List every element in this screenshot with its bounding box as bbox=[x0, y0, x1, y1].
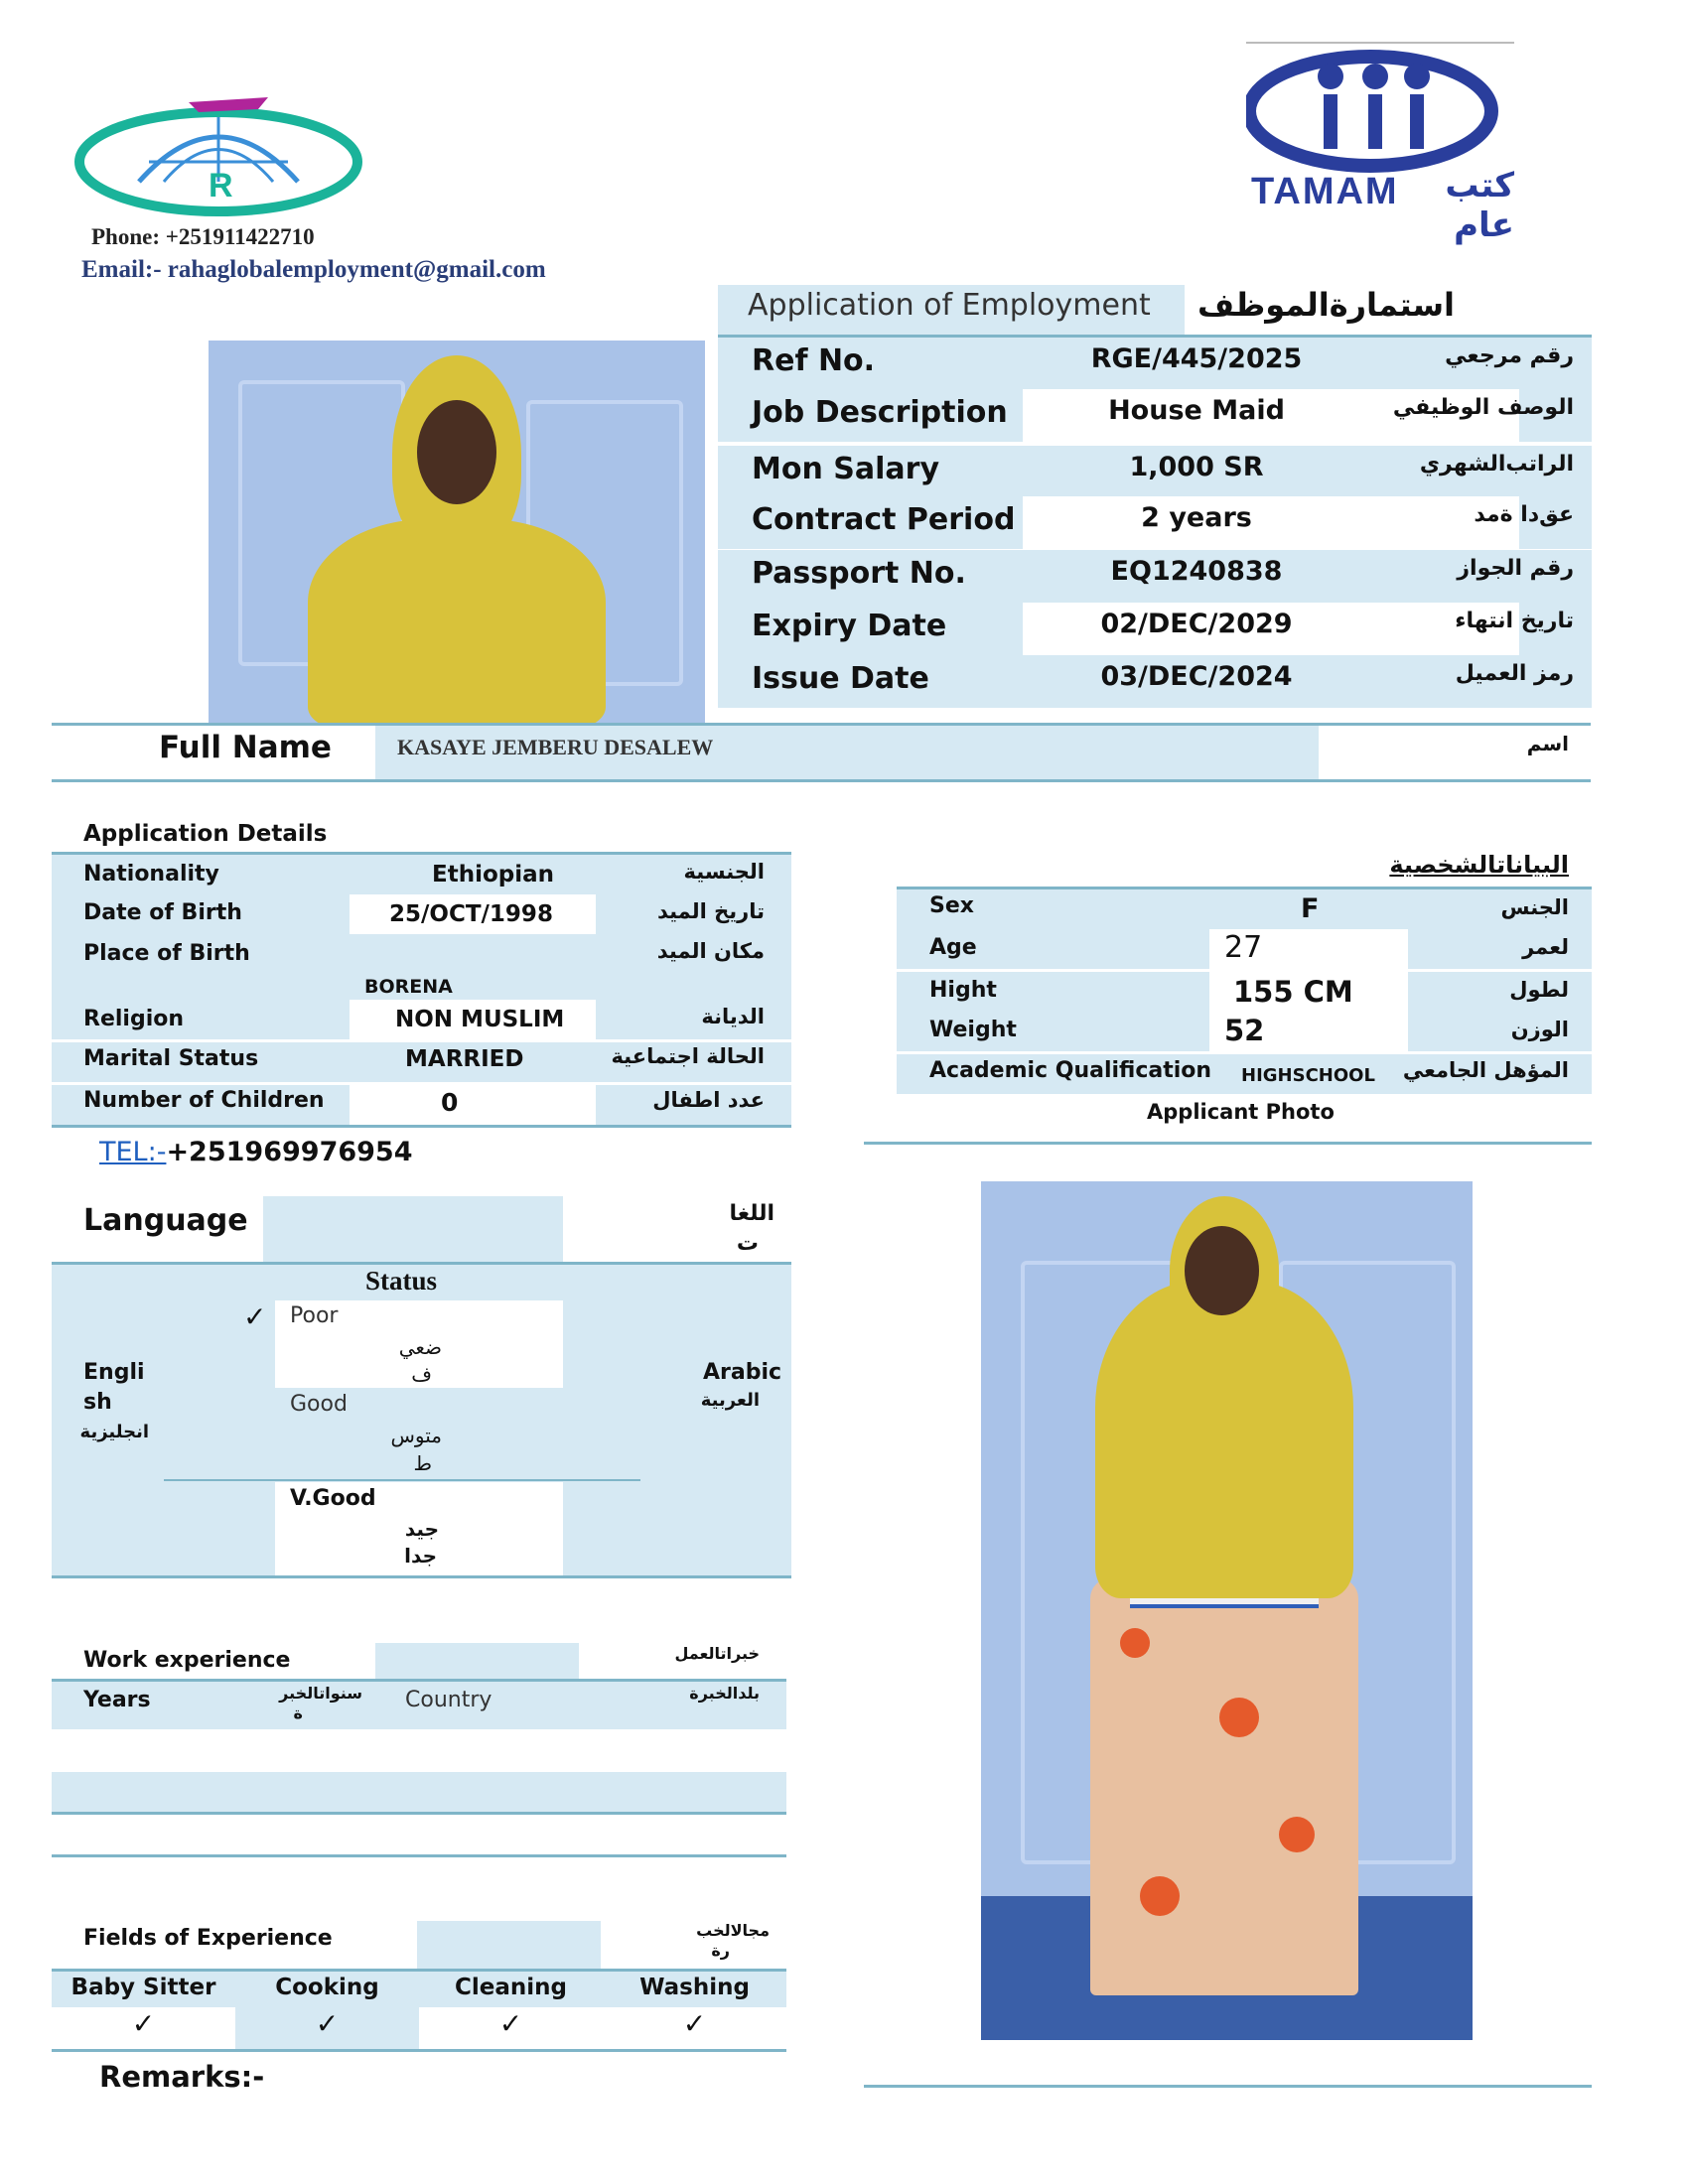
application-row-label: Contract Period bbox=[752, 502, 1016, 537]
poor-ar-2: ف bbox=[411, 1362, 432, 1386]
full-name-ar: اسم bbox=[1526, 732, 1569, 755]
age-label: Age bbox=[929, 935, 977, 960]
english-ar: انجليزية bbox=[79, 1422, 149, 1442]
svg-text:R: R bbox=[209, 167, 233, 205]
height-label: Hight bbox=[929, 978, 997, 1003]
email-text: Email:- rahaglobalemployment@gmail.com bbox=[81, 256, 546, 283]
work-years-ar-2: ة bbox=[293, 1704, 303, 1722]
dob-label: Date of Birth bbox=[83, 900, 242, 925]
full-name-value[interactable]: KASAYE JEMBERU DESALEW bbox=[397, 735, 714, 759]
field-item-check-icon[interactable]: ✓ bbox=[315, 2007, 340, 2040]
raha-logo bbox=[70, 87, 367, 221]
nationality-ar: الجنسية bbox=[683, 860, 765, 884]
work-years-ar-1: سنواتالخبر bbox=[279, 1684, 362, 1703]
application-title-en: Application of Employment bbox=[748, 288, 1151, 323]
work-title: Work experience bbox=[83, 1648, 291, 1673]
fields-title-ar-1: مجالالخب bbox=[696, 1921, 770, 1940]
applicant-full-photo bbox=[981, 1181, 1473, 2040]
field-item-label: Cleaning bbox=[455, 1975, 567, 2000]
marital-label: Marital Status bbox=[83, 1046, 259, 1071]
application-row-ar: رقم مرجعي bbox=[1445, 343, 1574, 368]
application-row-label: Issue Date bbox=[752, 661, 929, 696]
children-label: Number of Children bbox=[83, 1088, 325, 1113]
sex-ar: الجنس bbox=[1500, 895, 1569, 919]
tamam-logo bbox=[1246, 42, 1514, 245]
application-title-ar: استمارةالموظف bbox=[1196, 286, 1455, 324]
application-row-value[interactable]: 1,000 SR bbox=[1129, 452, 1264, 482]
field-item-check-icon[interactable]: ✓ bbox=[131, 2007, 156, 2040]
application-row-label: Ref No. bbox=[752, 343, 876, 378]
nationality-value[interactable]: Ethiopian bbox=[432, 862, 555, 887]
weight-value[interactable]: 52 bbox=[1224, 1014, 1265, 1047]
academic-ar: المؤهل الجامعي bbox=[1402, 1058, 1569, 1082]
vgood-ar-1: جيد bbox=[404, 1517, 439, 1541]
arabic-ar: العربية bbox=[700, 1390, 760, 1411]
marital-value[interactable]: MARRIED bbox=[405, 1046, 524, 1072]
academic-label: Academic Qualification bbox=[929, 1058, 1212, 1083]
arabic-label: Arabic bbox=[703, 1360, 782, 1385]
divider bbox=[864, 1142, 1592, 1145]
good-ar-2: ط bbox=[413, 1451, 432, 1475]
age-ar: لعمر bbox=[1522, 935, 1569, 959]
pob-value[interactable]: BORENA bbox=[364, 976, 453, 998]
poor-ar-1: ضعي bbox=[398, 1335, 442, 1359]
application-row-ar: تاريخ انتهاء bbox=[1455, 609, 1574, 633]
application-row-label: Mon Salary bbox=[752, 452, 939, 486]
work-title-ar: خبراتالعمل bbox=[674, 1644, 760, 1663]
vgood-label: V.Good bbox=[290, 1486, 376, 1511]
application-row-value[interactable]: 03/DEC/2024 bbox=[1100, 661, 1293, 692]
divider bbox=[52, 1854, 786, 1857]
tamam-logo-arabic: كتب عام bbox=[1445, 166, 1514, 245]
divider bbox=[52, 779, 1591, 782]
application-row-ar: رمز العميل bbox=[1455, 661, 1574, 686]
language-title: Language bbox=[83, 1203, 248, 1238]
divider bbox=[52, 2049, 786, 2052]
work-experience-field[interactable] bbox=[375, 1643, 579, 1679]
english-label-1: Engli bbox=[83, 1360, 145, 1385]
weight-ar: الوزن bbox=[1510, 1018, 1569, 1041]
dob-value[interactable]: 25/OCT/1998 bbox=[389, 901, 553, 927]
divider bbox=[164, 1479, 640, 1481]
good-label: Good bbox=[290, 1392, 348, 1417]
pob-ar: مكان الميد bbox=[656, 939, 765, 963]
field-item-label: Baby Sitter bbox=[70, 1975, 216, 2000]
divider bbox=[52, 1125, 791, 1128]
application-row-label: Expiry Date bbox=[752, 609, 947, 643]
application-row-value[interactable]: EQ1240838 bbox=[1110, 556, 1283, 587]
application-row-ar: الوصف الوظيفي bbox=[1392, 395, 1574, 420]
applicant-photo-label: Applicant Photo bbox=[1147, 1100, 1335, 1124]
application-row-ar: الراتب‌الشهري bbox=[1419, 452, 1574, 477]
poor-check-icon: ✓ bbox=[243, 1300, 267, 1333]
full-name-label: Full Name bbox=[159, 730, 332, 765]
work-row[interactable] bbox=[52, 1772, 786, 1812]
applicant-portrait-photo bbox=[209, 341, 705, 723]
application-row-ar: عق‌دا ةمد bbox=[1474, 502, 1574, 527]
good-ar-1: متوس bbox=[390, 1424, 442, 1447]
dob-ar: تاريخ الميد bbox=[656, 899, 765, 923]
language-field[interactable] bbox=[263, 1196, 563, 1262]
tamam-logo-text: TAMAM bbox=[1251, 171, 1399, 212]
nationality-label: Nationality bbox=[83, 862, 219, 887]
application-row-label: Passport No. bbox=[752, 556, 966, 591]
academic-value[interactable]: HIGHSCHOOL bbox=[1241, 1065, 1375, 1086]
field-item-label: Cooking bbox=[275, 1975, 379, 2000]
fields-field[interactable] bbox=[417, 1921, 601, 1969]
application-row-ar: رقم الجواز bbox=[1457, 556, 1574, 581]
field-item-label: Washing bbox=[639, 1975, 750, 2000]
status-header: Status bbox=[365, 1266, 438, 1296]
height-value[interactable]: 155 CM bbox=[1233, 975, 1353, 1009]
application-row-value[interactable]: House Maid bbox=[1108, 395, 1285, 426]
phone-text: Phone: +251911422710 bbox=[91, 224, 315, 249]
fields-title: Fields of Experience bbox=[83, 1926, 333, 1951]
religion-label: Religion bbox=[83, 1007, 185, 1031]
divider bbox=[864, 2085, 1592, 2088]
religion-value[interactable]: NON MUSLIM bbox=[395, 1007, 565, 1032]
remarks-label: Remarks:- bbox=[99, 2060, 265, 2094]
sex-value[interactable]: F bbox=[1301, 893, 1320, 924]
tel-line bbox=[99, 1137, 413, 1167]
weight-label: Weight bbox=[929, 1018, 1017, 1042]
field-item-check-icon[interactable]: ✓ bbox=[682, 2007, 707, 2040]
application-row-value[interactable]: RGE/445/2025 bbox=[1090, 343, 1303, 374]
application-row-value[interactable]: 02/DEC/2029 bbox=[1100, 609, 1293, 639]
work-country-ar: بلدالخبرة bbox=[689, 1684, 760, 1703]
sex-label: Sex bbox=[929, 893, 974, 918]
language-title-ar-1: اللغا bbox=[729, 1201, 774, 1226]
work-country-label: Country bbox=[405, 1688, 492, 1712]
height-ar: لطول bbox=[1509, 978, 1569, 1002]
application-row-label: Job Description bbox=[752, 395, 1008, 430]
work-years-label: Years bbox=[83, 1688, 151, 1712]
vgood-ar-2: جدا bbox=[404, 1544, 437, 1568]
marital-ar: الحالة اجتماعية bbox=[611, 1044, 765, 1068]
field-item-check-icon[interactable]: ✓ bbox=[498, 2007, 523, 2040]
age-value[interactable]: 27 bbox=[1224, 930, 1263, 965]
pob-label: Place of Birth bbox=[83, 941, 250, 966]
details-title: Application Details bbox=[83, 821, 328, 847]
english-label-2: sh bbox=[83, 1390, 112, 1415]
divider bbox=[52, 1575, 791, 1578]
poor-label: Poor bbox=[290, 1303, 339, 1328]
tel-value[interactable]: +251969976954 bbox=[166, 1137, 413, 1167]
religion-ar: الديانة bbox=[701, 1005, 765, 1028]
divider bbox=[52, 1812, 786, 1815]
fields-title-ar-2: رة bbox=[711, 1941, 730, 1960]
language-title-ar-2: ت bbox=[736, 1231, 759, 1256]
children-ar: عدد اطفال bbox=[652, 1088, 765, 1112]
personal-title-ar: البياناتالشخصية bbox=[1389, 851, 1569, 879]
application-row-value[interactable]: 2 years bbox=[1141, 502, 1252, 533]
children-value[interactable]: 0 bbox=[441, 1088, 459, 1117]
tel-label[interactable]: TEL:- bbox=[99, 1137, 167, 1167]
